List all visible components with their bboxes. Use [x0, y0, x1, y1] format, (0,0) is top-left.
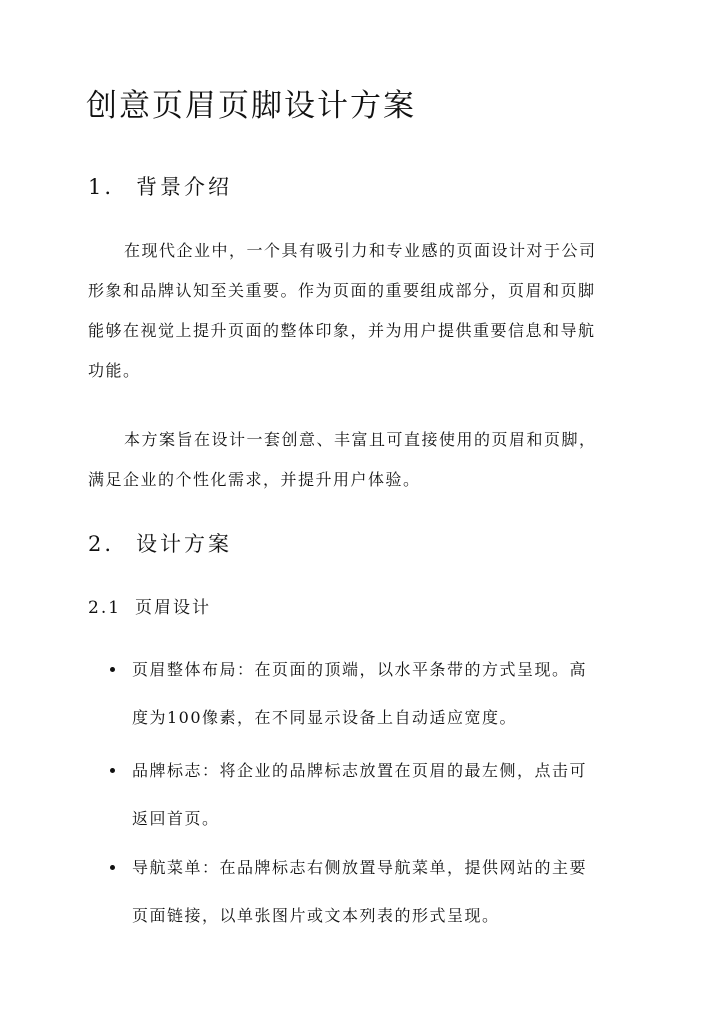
- section-heading-background: [88, 172, 232, 202]
- subsection-number: 2.1: [88, 598, 122, 618]
- list-item-line: 度为100像素，在不同显示设备上自动适应宽度。: [132, 708, 518, 727]
- paragraph-line: 本方案旨在设计一套创意、丰富且可直接使用的页眉和页脚，: [124, 430, 597, 449]
- list-item: [110, 844, 615, 940]
- list-item: [110, 747, 615, 843]
- section-title: 设计方案: [136, 532, 233, 556]
- list-item-line: 导航菜单：在品牌标志右侧放置导航菜单，提供网站的主要: [132, 858, 588, 877]
- bullet-icon: [110, 768, 115, 773]
- document-title: 创意页眉页脚设计方案: [86, 88, 416, 124]
- section-number: 2.: [88, 532, 115, 556]
- paragraph-line: 满足企业的个性化需求，并提升用户体验。: [88, 470, 421, 489]
- list-item-line: 品牌标志：将企业的品牌标志放置在页眉的最左侧，点击可: [132, 761, 588, 780]
- list-item: [110, 646, 615, 742]
- bullet-icon: [110, 667, 115, 672]
- subsection-title: 页眉设计: [135, 598, 212, 618]
- list-item-line: 页面链接，以单张图片或文本列表的形式呈现。: [132, 906, 500, 925]
- paragraph-line: 能够在视觉上提升页面的整体印象，并为用户提供重要信息和导航: [88, 321, 596, 340]
- paragraph-line: 在现代企业中，一个具有吸引力和专业感的页面设计对于公司: [124, 241, 597, 260]
- subsection-heading-header-design: [88, 595, 211, 621]
- paragraph-line: 功能。: [88, 361, 141, 380]
- section-heading-design: [88, 529, 232, 559]
- paragraph-line: 形象和品牌认知至关重要。作为页面的重要组成部分，页眉和页脚: [88, 281, 596, 300]
- list-item-line: 返回首页。: [132, 809, 220, 828]
- bullet-icon: [110, 865, 115, 870]
- paragraph: [88, 420, 636, 500]
- list-item-line: 页眉整体布局：在页面的顶端，以水平条带的方式呈现。高: [132, 660, 588, 679]
- section-number: 1.: [88, 175, 115, 199]
- section-title: 背景介绍: [136, 175, 233, 199]
- paragraph: [88, 231, 636, 391]
